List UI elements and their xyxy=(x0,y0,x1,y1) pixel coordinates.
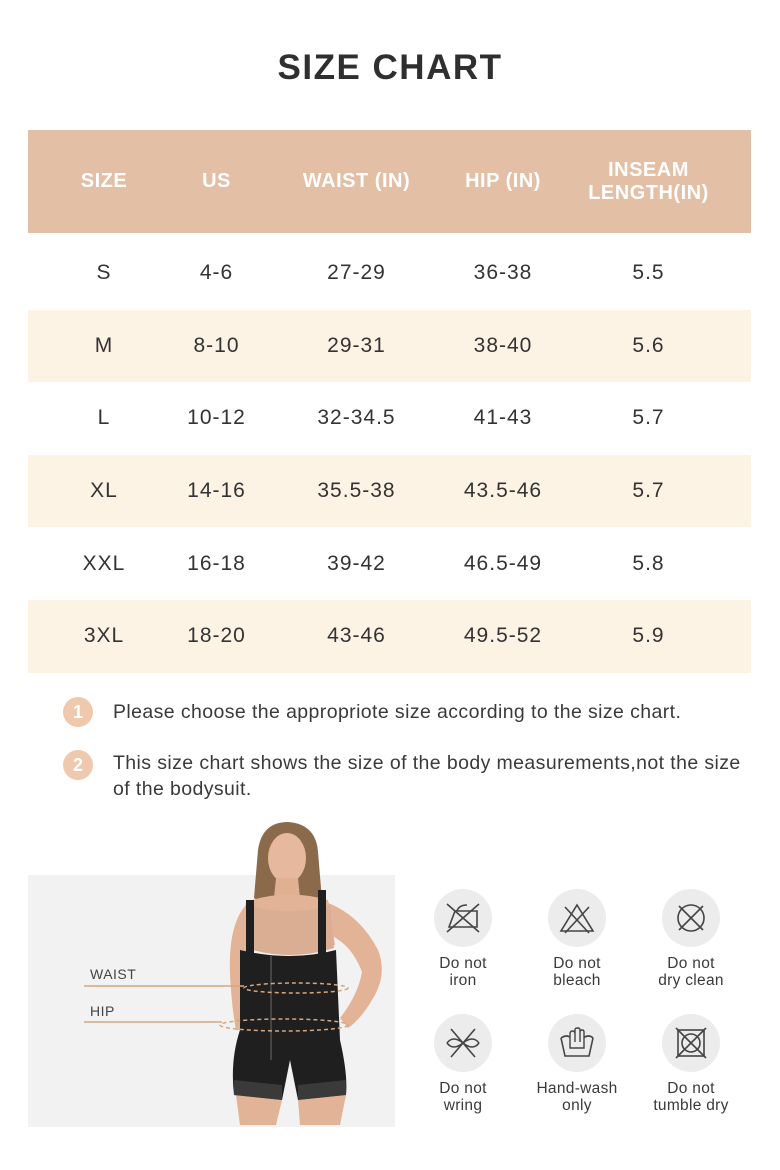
care-label-line2: dry clean xyxy=(658,972,724,989)
note-text: Please choose the appropriote size according to the size chart. xyxy=(113,701,682,723)
care-no-tumble-dry xyxy=(636,1014,746,1114)
care-no-wring xyxy=(408,1014,518,1114)
waist-label: WAIST xyxy=(90,966,137,982)
header-hip: HIP (IN) xyxy=(465,170,541,192)
header-inseam xyxy=(546,159,751,205)
header-inseam-line2: LENGTH(IN) xyxy=(588,181,709,204)
cell-inseam: 5.5 xyxy=(632,261,665,285)
care-label xyxy=(408,955,518,989)
cell-us: 16-18 xyxy=(187,551,246,575)
cell-waist: 35.5-38 xyxy=(317,479,396,503)
no-iron-icon xyxy=(434,889,492,947)
cell-hip: 38-40 xyxy=(473,333,533,357)
cell-hip: 49.5-52 xyxy=(463,624,543,648)
care-label-line2: tumble dry xyxy=(653,1097,729,1114)
care-no-dry-clean xyxy=(636,889,746,989)
cell-size: 3XL xyxy=(83,624,125,648)
cell-waist: 27-29 xyxy=(327,261,386,285)
no-bleach-icon xyxy=(548,889,606,947)
care-no-bleach xyxy=(522,889,632,989)
cell-hip: 41-43 xyxy=(473,406,533,430)
hip-label: HIP xyxy=(90,1003,115,1019)
cell-size: XXL xyxy=(82,551,126,575)
care-label-line1: Hand-wash xyxy=(536,1080,618,1097)
care-label-line2: bleach xyxy=(553,972,601,989)
care-label-line2: only xyxy=(562,1097,592,1114)
model-illustration xyxy=(220,822,382,1125)
care-label-line1: Do not xyxy=(439,1080,487,1097)
cell-size: S xyxy=(96,261,112,285)
care-label-line2: wring xyxy=(443,1097,483,1114)
cell-inseam: 5.6 xyxy=(632,333,665,357)
cell-us: 4-6 xyxy=(199,261,234,285)
cell-inseam: 5.7 xyxy=(632,479,665,503)
care-label-line2: iron xyxy=(449,972,477,989)
header-inseam-line1: INSEAM xyxy=(608,158,689,181)
care-label-line1: Do not xyxy=(667,955,715,972)
note-number-badge: 2 xyxy=(63,750,93,780)
note-text: This size chart shows the size of the body measurements,not the size of the bodysuit. xyxy=(113,752,741,800)
care-label xyxy=(522,1080,632,1114)
care-label-line1: Do not xyxy=(439,955,487,972)
cell-waist: 29-31 xyxy=(327,333,386,357)
no-dry-clean-icon xyxy=(662,889,720,947)
care-label xyxy=(636,1080,746,1114)
no-wring-icon xyxy=(434,1014,492,1072)
header-waist: WAIST (IN) xyxy=(302,170,411,192)
cell-size: XL xyxy=(90,479,118,503)
care-label-line1: Do not xyxy=(667,1080,715,1097)
care-label xyxy=(522,955,632,989)
cell-waist: 32-34.5 xyxy=(317,406,396,430)
no-tumble-dry-icon xyxy=(662,1014,720,1072)
page-title: SIZE CHART xyxy=(277,48,503,87)
note-number-badge: 1 xyxy=(63,697,93,727)
hand-wash-icon xyxy=(548,1014,606,1072)
header-size: SIZE xyxy=(80,170,128,192)
care-no-iron xyxy=(408,889,518,989)
cell-us: 10-12 xyxy=(187,406,246,430)
cell-waist: 39-42 xyxy=(327,551,386,575)
cell-hip: 46.5-49 xyxy=(463,551,543,575)
care-label-line1: Do not xyxy=(553,955,601,972)
cell-size: L xyxy=(97,406,111,430)
cell-inseam: 5.8 xyxy=(632,551,665,575)
cell-us: 8-10 xyxy=(193,333,240,357)
care-label xyxy=(636,955,746,989)
cell-inseam: 5.9 xyxy=(632,624,665,648)
cell-hip: 36-38 xyxy=(473,261,533,285)
cell-us: 14-16 xyxy=(187,479,246,503)
cell-hip: 43.5-46 xyxy=(463,479,543,503)
cell-us: 18-20 xyxy=(187,624,246,648)
header-us: US xyxy=(202,170,231,192)
care-hand-wash xyxy=(522,1014,632,1114)
care-label xyxy=(408,1080,518,1114)
cell-waist: 43-46 xyxy=(327,624,386,648)
cell-inseam: 5.7 xyxy=(632,406,665,430)
cell-size: M xyxy=(94,333,114,357)
